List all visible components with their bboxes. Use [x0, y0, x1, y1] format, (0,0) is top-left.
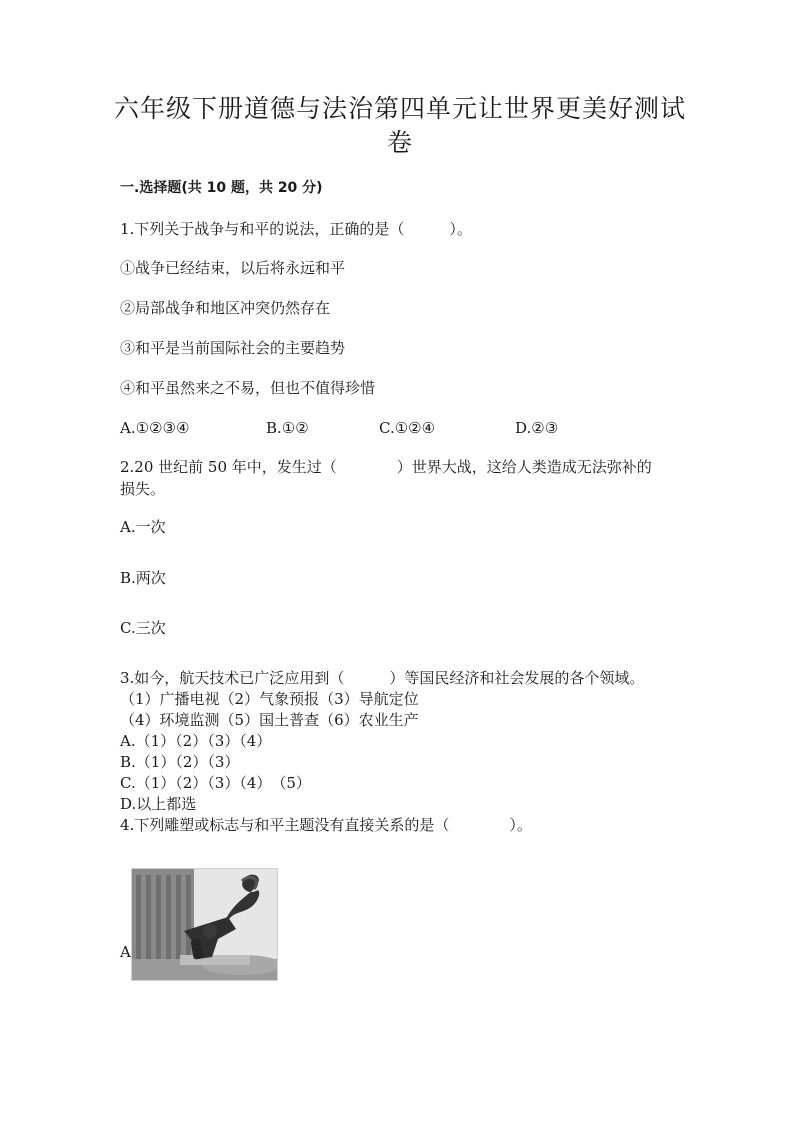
q3-line-2: （1）广播电视（2）气象预报（3）导航定位	[120, 690, 419, 708]
q1-item-4: ④和平虽然来之不易，但也不值得珍惜	[120, 379, 376, 397]
q1-option-a: A.①②③④	[120, 419, 190, 437]
q4-option-a-label: A	[120, 943, 131, 961]
knotted-gun-sculpture-photo	[131, 868, 278, 981]
title-line-1: 六年级下册道德与法治第四单元让世界更美好测试	[113, 94, 686, 123]
q2-stem-line-1: 2.20 世纪前 50 年中，发生过（ ）世界大战，这给人类造成无法弥补的	[120, 458, 652, 476]
exam-title	[100, 92, 700, 160]
q1-option-d: D.②③	[515, 419, 559, 437]
q3-option-a: A.（1）（2）（3）（4）	[120, 732, 272, 750]
q1-option-b: B.①②	[266, 419, 309, 437]
knotted-gun-sculpture-drawing	[132, 869, 277, 980]
q1-item-1: ①战争已经结束，以后将永远和平	[120, 259, 346, 277]
q3-stem: 3.如今，航天技术已广泛应用到（ ）等国民经济和社会发展的各个领域。	[120, 669, 645, 687]
q1-option-c: C.①②④	[379, 419, 436, 437]
q3-option-d: D.以上都选	[120, 795, 197, 813]
section-heading: 一.选择题(共 10 题，共 20 分)	[120, 180, 323, 196]
q2-option-a: A.一次	[120, 518, 166, 536]
q3-option-b: B.（1）（2）（3）	[120, 753, 240, 771]
q1-stem: 1.下列关于战争与和平的说法，正确的是（ ）。	[120, 220, 472, 238]
q4-stem: 4.下列雕塑或标志与和平主题没有直接关系的是（ ）。	[120, 816, 532, 834]
q2-option-c: C.三次	[120, 619, 166, 637]
q2-option-b: B.两次	[120, 569, 166, 587]
q3-option-c: C.（1）（2）（3）（4） （5）	[120, 774, 311, 792]
q1-item-3: ③和平是当前国际社会的主要趋势	[120, 339, 346, 357]
q3-line-3: （4）环境监测（5）国土普查（6）农业生产	[120, 711, 419, 729]
q2-stem-line-2: 损失。	[120, 480, 166, 498]
title-line-2: 卷	[386, 128, 413, 157]
q1-item-2: ②局部战争和地区冲突仍然存在	[120, 299, 331, 317]
